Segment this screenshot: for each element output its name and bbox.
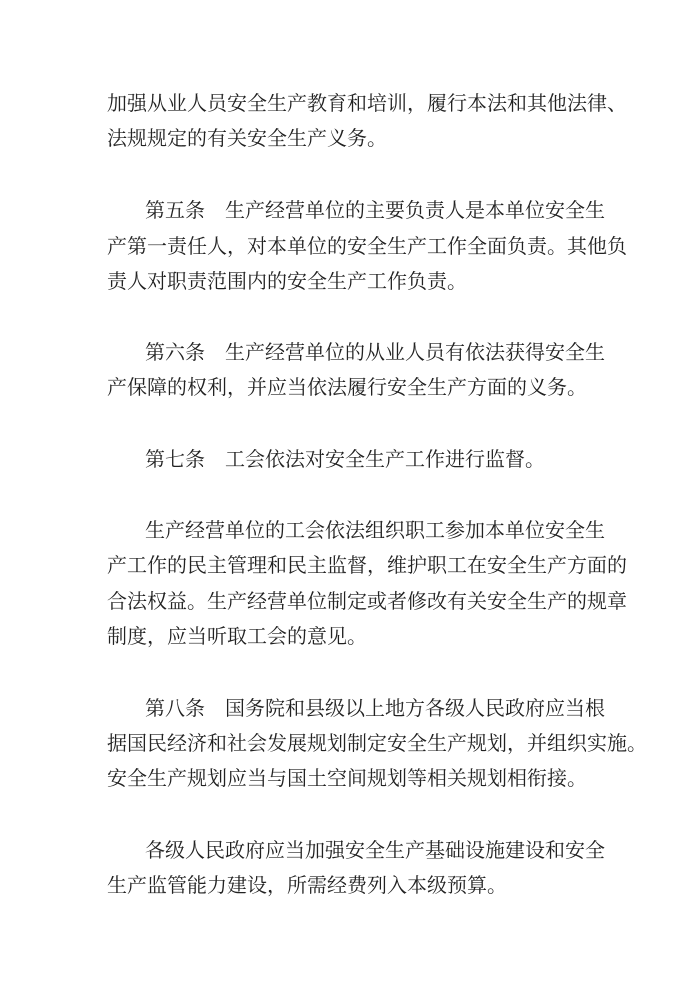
paragraph-line-9: 生产经营单位的工会依法组织职工参加本单位安全生 (145, 518, 605, 542)
article-8-heading-line: 第八条 国务院和县级以上地方各级人民政府应当根 (145, 696, 605, 720)
article-7-heading-line: 第七条 工会依法对安全生产工作进行监督。 (145, 447, 545, 471)
text-line-12: 制度，应当听取工会的意见。 (107, 624, 367, 648)
text-line-7: 产保障的权利，并应当依法履行安全生产方面的义务。 (107, 375, 587, 399)
text-line-14: 据国民经济和社会发展规划制定安全生产规划，并组织实施。 (107, 731, 647, 755)
article-5-heading-line: 第五条 生产经营单位的主要负责人是本单位安全生 (145, 198, 605, 222)
text-line-4: 产第一责任人，对本单位的安全生产工作全面负责。其他负 (107, 234, 627, 258)
text-line-17: 生产监管能力建设，所需经费列入本级预算。 (107, 873, 507, 897)
text-line-11: 合法权益。生产经营单位制定或者修改有关安全生产的规章 (107, 589, 627, 613)
article-6-heading-line: 第六条 生产经营单位的从业人员有依法获得安全生 (145, 340, 605, 364)
text-line-2: 法规规定的有关安全生产义务。 (107, 126, 387, 150)
text-line-15: 安全生产规划应当与国土空间规划等相关规划相衔接。 (107, 766, 587, 790)
text-line-10: 产工作的民主管理和民主监督，维护职工在安全生产方面的 (107, 553, 627, 577)
paragraph-line-16: 各级人民政府应当加强安全生产基础设施建设和安全 (145, 838, 605, 862)
text-line-5: 责人对职责范围内的安全生产工作负责。 (107, 269, 467, 293)
text-line-1: 加强从业人员安全生产教育和培训，履行本法和其他法律、 (107, 91, 627, 115)
